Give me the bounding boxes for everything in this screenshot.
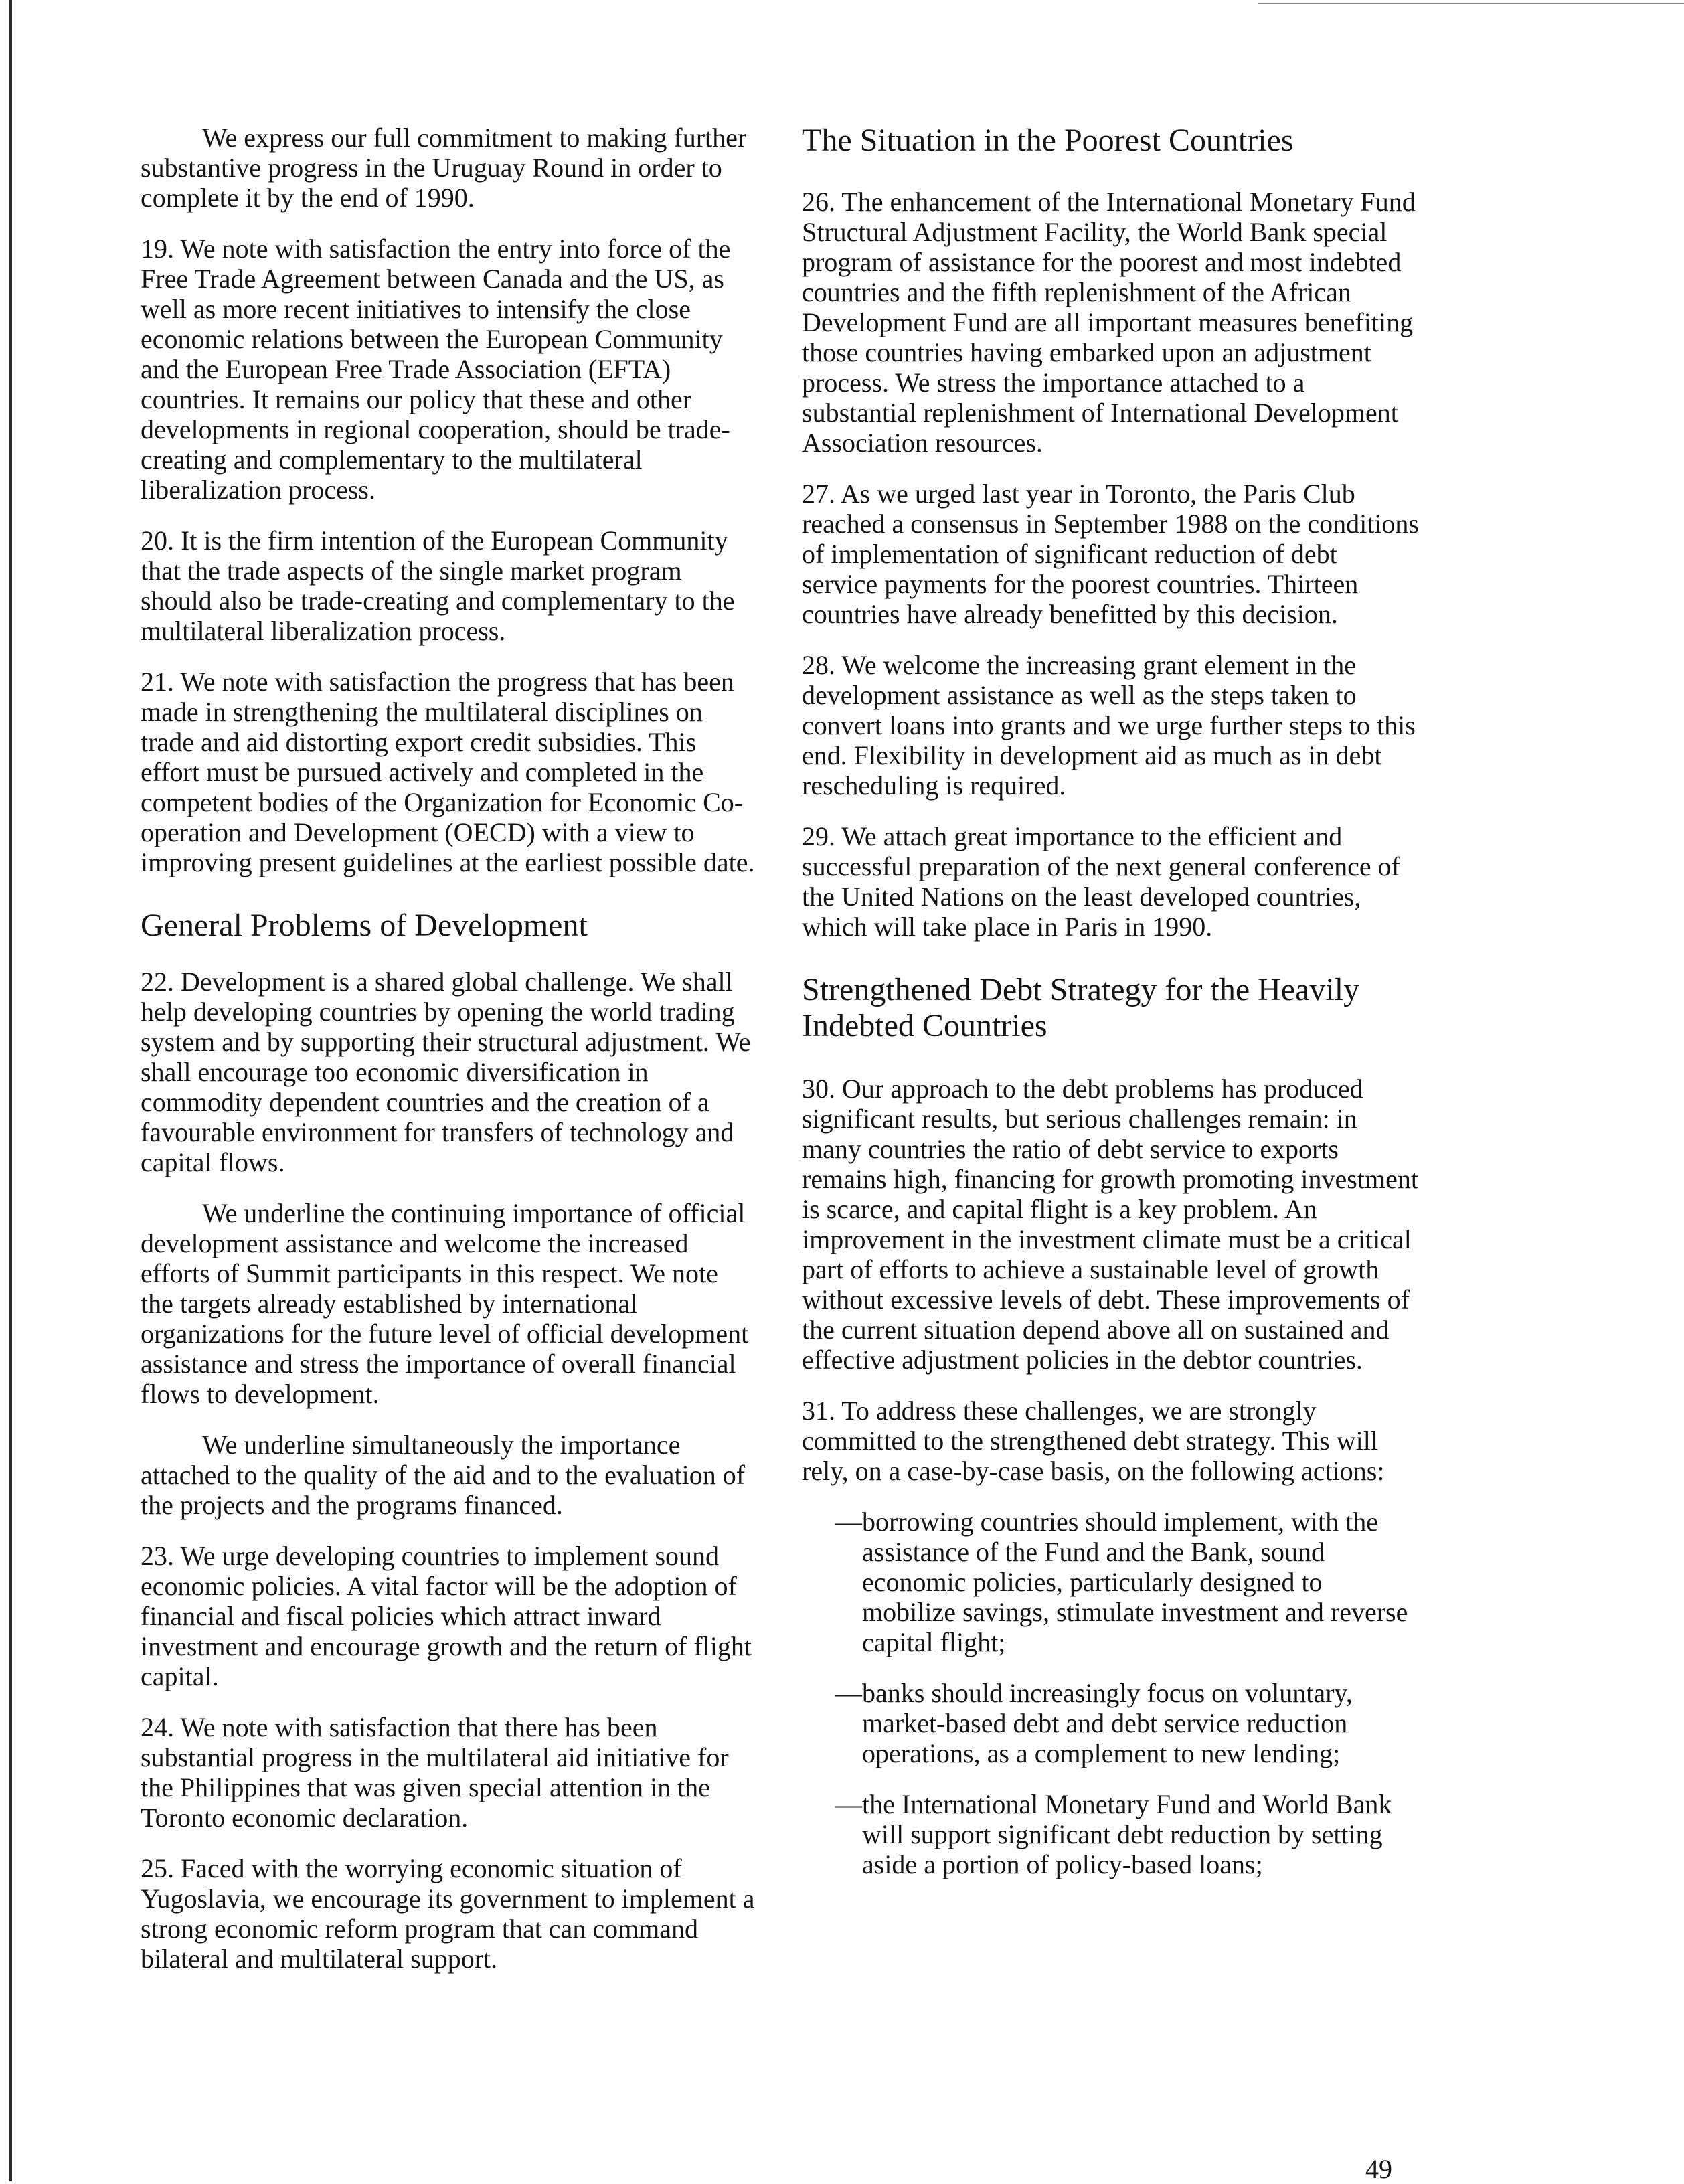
- paragraph-31: 31. To address these challenges, we are strongly committed to the strengthened debt strategy. This will rely, on a case-by-case basis, on the following actions:: [802, 1396, 1385, 1486]
- paragraph-27: 27. As we urged last year in Toronto, the Paris Club reached a consensus in September 1988 on the conditions of implementation of significant reduction of debt service payments for the poorest countries. Thirteen countries have already benefitted by this decision.: [802, 479, 1419, 629]
- paragraph-26: 26. The enhancement of the International Monetary Fund Structural Adjustment Facility, the World Bank special program of assistance for the poorest and most indebted countries and the fifth replenishment of the African Development Fund are all important measures benefiting those countries having embarked upon an adjustment process. We stress the importance attached to a substantial replenishment of International Development Association resources.: [802, 187, 1416, 458]
- paragraph-21: 21. We note with satisfaction the progress that has been made in strengthening the multilateral disciplines on trade and aid distorting export credit subsidies. This effort must be pursued actively and completed in the competent bodies of the Organization for Economic Co-operation and Development (OECD) with a view to improving present guidelines at the earliest possible date.: [141, 667, 755, 877]
- paragraph-22-official-assistance: We underline the continuing importance of official development assistance and welcome the increased efforts of Summit participants in this respect. We note the targets already established by international organizations for the future level of official development assistance and stress the importance of overall financial flows to development.: [141, 1198, 749, 1409]
- paragraph-29: 29. We attach great importance to the efficient and successful preparation of the next general conference of the United Nations on the least developed countries, which will take place in Paris in 1990.: [802, 821, 1401, 942]
- paragraph-22: 22. Development is a shared global challenge. We shall help developing countries by opening the world trading system and by supporting their structural adjustment. We shall encourage too economic diversification in commodity dependent countries and the creation of a favourable environment for transfers of technology and capital flows.: [141, 967, 751, 1177]
- paragraph-19: 19. We note with satisfaction the entry into force of the Free Trade Agreement between Canada and the US, as well as more recent initiatives to intensify the close economic relations between the European Community and the European Free Trade Association (EFTA) countries. It remains our policy that these and other developments in regional cooperation, should be trade-creating and complementary to the multilateral liberalization process.: [141, 234, 731, 505]
- page-number: 49: [1365, 2154, 1392, 2184]
- action-item-imf-world-bank: —the International Monetary Fund and World Bank will support significant debt reduction by setting aside a portion of policy-based loans;: [835, 1789, 1392, 1879]
- right-column: [802, 122, 1419, 1900]
- heading-poorest-countries: The Situation in the Poorest Countries: [802, 122, 1294, 158]
- paragraph-30: 30. Our approach to the debt problems has produced significant results, but serious challenges remain: in many countries the ratio of debt service to exports remains high, financing for growth promoting investment is scarce, and capital flight is a key problem. An improvement in the investment climate must be a critical part of efforts to achieve a sustainable level of growth without excessive levels of debt. These improvements of the current situation depend above all on sustained and effective adjustment policies in the debtor countries.: [802, 1074, 1418, 1375]
- paragraph-intro: We express our full commitment to making further substantive progress in the Uruguay Round in order to complete it by the end of 1990.: [141, 122, 747, 213]
- paragraph-25: 25. Faced with the worrying economic situation of Yugoslavia, we encourage its government to implement a strong economic reform program that can command bilateral and multilateral support.: [141, 1853, 755, 1974]
- left-column: [141, 122, 756, 1995]
- action-item-banks: —banks should increasingly focus on voluntary, market-based debt and debt service reduction operations, as a complement to new lending;: [835, 1678, 1353, 1768]
- paragraph-28: 28. We welcome the increasing grant element in the development assistance as well as the steps taken to convert loans into grants and we urge further steps to this end. Flexibility in development aid as much as in debt rescheduling is required.: [802, 650, 1416, 801]
- scan-top-rule: [1258, 3, 1684, 4]
- heading-debt-strategy: Strengthened Debt Strategy for the Heavily Indebted Countries: [802, 972, 1360, 1043]
- paragraph-20: 20. It is the firm intention of the European Community that the trade aspects of the single market program should also be trade-creating and complementary to the multilateral liberalization process.: [141, 525, 735, 646]
- action-item-borrowing-countries: —borrowing countries should implement, with the assistance of the Fund and the Bank, sound economic policies, particularly designed to mobilize savings, stimulate investment and reverse capital flight;: [835, 1507, 1408, 1657]
- scan-edge-line: [9, 0, 12, 2181]
- paragraph-24: 24. We note with satisfaction that there has been substantial progress in the multilateral aid initiative for the Philippines that was given special attention in the Toronto economic declaration.: [141, 1712, 729, 1833]
- paragraph-22-aid-quality: We underline simultaneously the importance attached to the quality of the aid and to the evaluation of the projects and the programs financed.: [141, 1430, 746, 1520]
- heading-general-problems: General Problems of Development: [141, 908, 588, 943]
- action-list: [802, 1507, 1419, 1879]
- paragraph-23: 23. We urge developing countries to implement sound economic policies. A vital factor will be the adoption of financial and fiscal policies which attract inward investment and encourage growth and the return of flight capital.: [141, 1541, 752, 1691]
